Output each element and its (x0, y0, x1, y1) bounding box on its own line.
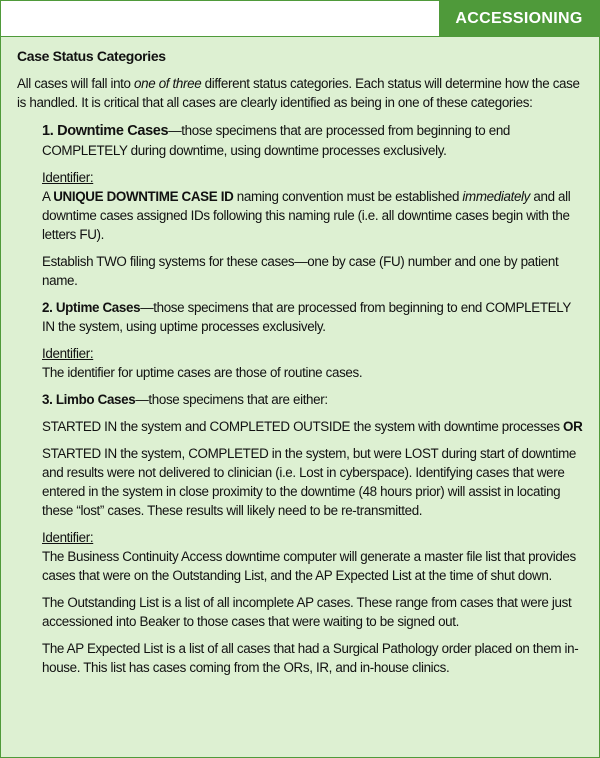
intro-pre: All cases will fall into (17, 76, 135, 91)
downtime-id-post: and all downtime cases assigned IDs following this naming rule (i.e. all downtime cases begin with the letters FU). (42, 189, 571, 242)
uptime-desc: —those specimens that are processed from beginning to end COMPLETELY IN the system, using uptime processes exclusively. (42, 300, 571, 334)
downtime-filing: Establish TWO filing systems for these cases—one by case (FU) number and one by patient name. (42, 254, 559, 288)
content-panel (1, 36, 599, 757)
limbo-identifier-text: The Business Continuity Access downtime computer will generate a master file list that provides cases that were on the Outstanding List, and the AP Expected List at the time of shut down. (42, 549, 576, 583)
limbo-paragraph (42, 390, 583, 409)
uptime-identifier-text: The identifier for uptime cases are those of routine cases. (42, 365, 363, 380)
limbo-desc: —those specimens that are either: (135, 392, 328, 407)
section-tab: ACCESSIONING (439, 1, 599, 36)
downtime-id-pre: A (42, 189, 54, 204)
downtime-paragraph (42, 121, 583, 160)
uptime-paragraph (42, 298, 583, 336)
limbo-heading: 3. Limbo Cases (42, 392, 136, 407)
downtime-id-bold: UNIQUE DOWNTIME CASE ID (53, 189, 234, 204)
outstanding-list-text: The Outstanding List is a list of all incomplete AP cases. These range from cases that were just accessioned into Beaker to those cases that were waiting to be signed out. (42, 595, 572, 629)
intro-emphasis: one of three (134, 76, 202, 91)
categories-list (42, 121, 583, 677)
limbo-case-b: STARTED IN the system, COMPLETED in the system, but were LOST during start of downtime and results were not delivered to clinician (i.e. Lost in cyberspace). Identifying cases that were entered in the system in close proximity to the downtime (48 hours prior) will assist in locating these “lost” cases. These results will likely need to be re-transmitted. (42, 446, 576, 518)
expected-list-text: The AP Expected List is a list of all cases that had a Surgical Pathology order placed on them in-house. This list has cases coming from the ORs, IR, and in-house clinics. (42, 641, 579, 675)
intro-paragraph (17, 74, 583, 112)
downtime-desc: —those specimens that are processed from beginning to end COMPLETELY during downtime, using downtime processes exclusively. (42, 123, 511, 158)
limbo-case-a-or: OR (563, 419, 583, 434)
header-band (1, 1, 599, 36)
downtime-id-emphasis: immediately (462, 189, 531, 204)
section-title: Case Status Categories (17, 48, 166, 64)
uptime-identifier-label: Identifier: (42, 346, 94, 361)
downtime-identifier-label: Identifier: (42, 170, 94, 185)
limbo-identifier-label: Identifier: (42, 530, 94, 545)
downtime-identifier-text (42, 187, 583, 244)
downtime-heading: 1. Downtime Cases (42, 123, 169, 139)
limbo-case-a-text: STARTED IN the system and COMPLETED OUTSIDE the system with downtime processes (42, 419, 564, 434)
intro-post: different status categories. Each status will determine how the case is handled. It is critical that all cases are clearly identified as being in one of these categories: (17, 76, 580, 110)
limbo-case-a (42, 417, 583, 436)
downtime-id-mid: naming convention must be established (233, 189, 463, 204)
uptime-heading: 2. Uptime Cases (42, 300, 141, 315)
